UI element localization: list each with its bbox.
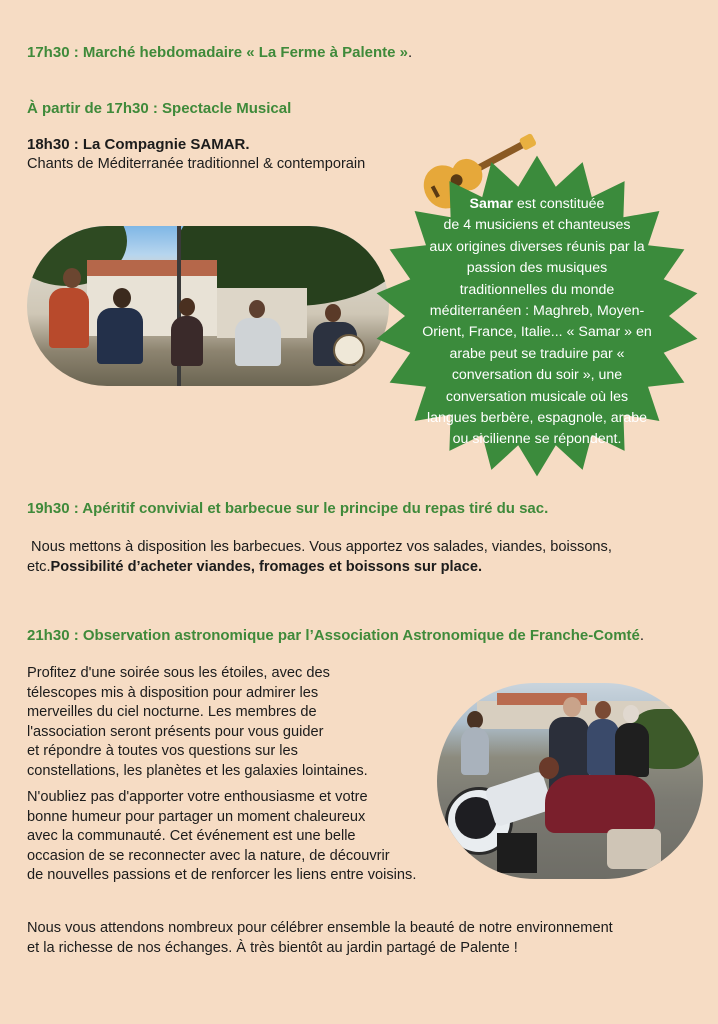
aperitif-text [27,538,707,577]
band-photo [27,226,389,386]
aperitif-line-1: Nous mettons à disposition les barbecues. Vous apportez vos salades, viandes, boissons, [27,539,612,555]
astro-p1-line-0: Profitez d'une soirée sous les étoiles, avec des [27,665,330,681]
samar-subtitle: Chants de Méditerranée traditionnel & contemporain [27,156,366,172]
spectacle-heading: À partir de 17h30 : Spectacle Musical [27,100,292,117]
samar-line-8: conversation du soir », une [451,367,623,384]
astro-p2-line-0: N'oubliez pas d'apporter votre enthousiasme et votre [27,789,368,805]
astro-p2-line-4: de nouvelles passions et de renforcer les liens entre voisins. [27,867,417,883]
samar-line-7: arabe peut se traduire par « [449,345,625,362]
astro-p1-line-3: l'association seront présents pour vous guider [27,723,324,740]
samar-line-9: conversation musicale où les [445,388,629,405]
telescope-photo [437,683,703,879]
samar-heading: 18h30 : La Compagnie SAMAR. [27,136,250,153]
astro-p1-line-2: merveilles du ciel nocturne. Les membres de [27,704,317,720]
astronomy-heading [27,627,644,644]
samar-line-1: de 4 musiciens et chanteuses [443,217,631,234]
samar-line-5: méditerranéen : Maghreb, Moyen- [429,303,645,320]
aperitif-line-2-bold: Possibilité d’acheter viandes, fromages et boissons sur place. [50,558,483,575]
astronomy-heading-tail: . [639,627,645,644]
samar-line-3: passion des musiques [466,260,608,277]
samar-line-0: est constituée [516,196,605,212]
closing-line-2: et la richesse de nos échanges. À très bientôt au jardin partagé de Palente ! [27,939,518,956]
astro-p1-line-1: télescopes mis à disposition pour admirer les [27,684,319,701]
aperitif-heading: 19h30 : Apéritif convivial et barbecue sur le principe du repas tiré du sac. [27,500,549,517]
astro-p2-line-1: bonne humeur pour partager un moment chaleureux [27,808,366,825]
market-heading-tail: . [408,44,413,61]
samar-line-10: langues berbère, espagnole, arabe [426,410,648,427]
astro-p1-line-4: et répondre à toutes vos questions sur les [27,743,298,759]
astro-p1-line-5: constellations, les planètes et les galaxies lointaines. [27,762,368,779]
closing-text [27,919,717,958]
astro-p2-line-3: occasion de se reconnecter avec la nature, de découvrir [27,847,390,864]
aperitif-line-2-prefix: etc. [27,558,51,575]
samar-description [398,194,676,451]
samar-line-6: Orient, France, Italie... « Samar » en [422,324,652,341]
market-heading [27,44,412,61]
astronomy-paragraph-1 [27,664,437,781]
astronomy-paragraph-2 [27,788,467,886]
astronomy-heading-text: 21h30 : Observation astronomique par l’Association Astronomique de Franche-Comté [27,627,640,644]
astro-p2-line-2: avec la communauté. Cet événement est une belle [27,828,356,844]
market-heading-text: 17h30 : Marché hebdomadaire « La Ferme à Palente » [27,44,408,61]
samar-line-4: traditionnelles du monde [459,281,615,298]
samar-line-2: aux origines diverses réunis par la [429,238,645,255]
samar-line-11: ou sicilienne se répondent. [452,431,622,448]
samar-name: Samar [469,196,513,212]
closing-line-1: Nous vous attendons nombreux pour célébrer ensemble la beauté de notre environnement [27,920,613,936]
